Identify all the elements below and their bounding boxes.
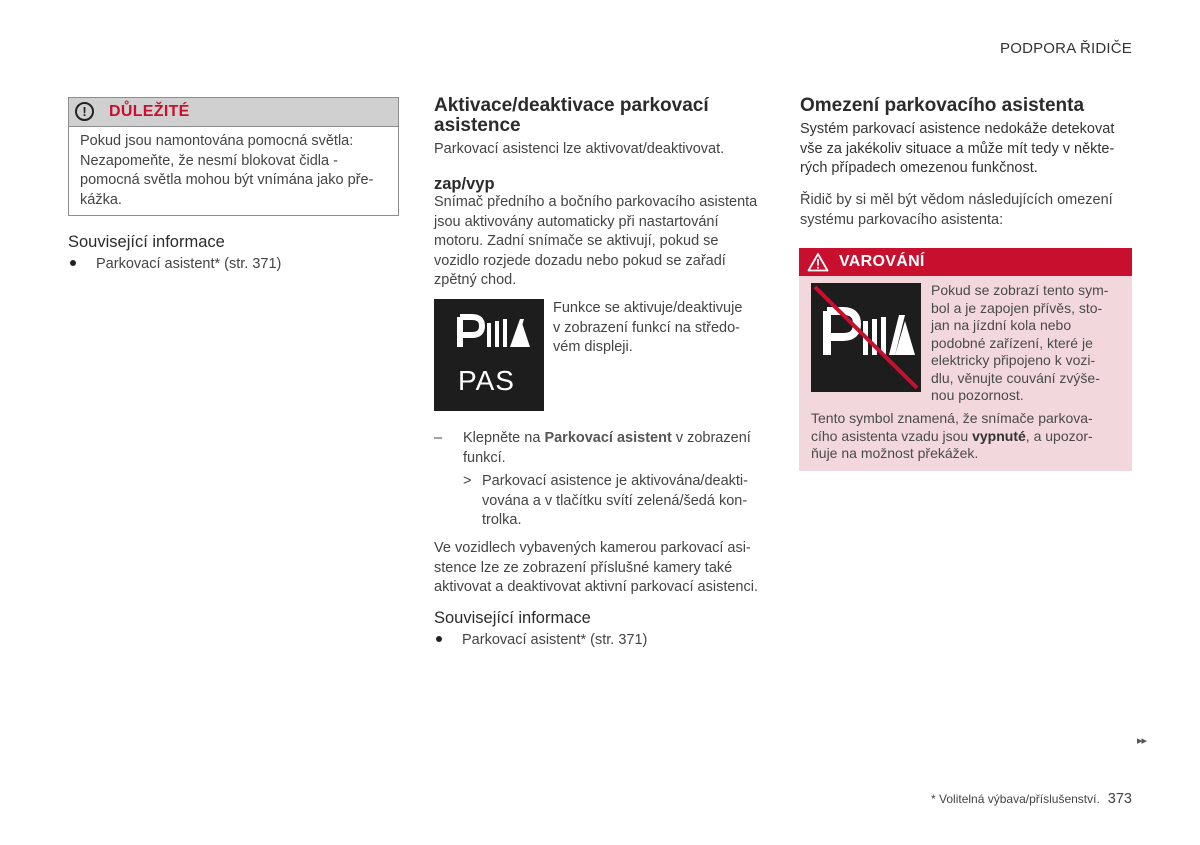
step-dash: – — [434, 430, 443, 446]
warning-header — [799, 248, 1132, 276]
icon-description-line: vém displeji. — [553, 339, 633, 355]
paragraph-line: Řidič by si měl být vědom následujících omezení — [800, 192, 1113, 208]
heading-line: asistence — [434, 115, 521, 136]
driver-awareness-paragraph — [800, 191, 1140, 230]
warning-line: Pokud se zobrazí tento sym- — [931, 282, 1109, 298]
paragraph-line: rých případech omezenou funkčnost. — [800, 160, 1038, 176]
result-marker: > — [463, 473, 472, 489]
intro-text: Parkovací asistenci lze aktivovat/deaktivovat. — [434, 141, 725, 157]
related-info-link[interactable]: Parkovací asistent* (str. 371) — [96, 256, 282, 272]
paragraph-line: vozidlo rozjede dozadu nebo pokud se zařadí — [434, 252, 726, 269]
sensors-off-emphasis: vypnuté — [972, 427, 1026, 444]
icon-description-line: Funkce se aktivuje/deaktivuje — [553, 300, 743, 316]
paragraph-line: zpětný chod. — [434, 272, 517, 288]
continue-next-page-icon: ▸▸ — [1136, 735, 1146, 747]
paragraph-line: motoru. Zadní snímače se aktivují, pokud se — [434, 233, 719, 249]
related-info-heading: Související informace — [68, 233, 225, 251]
warning-triangle-icon — [807, 252, 829, 272]
limitations-paragraph — [800, 120, 1140, 179]
step-instruction — [463, 429, 773, 468]
related-info-item[interactable] — [70, 256, 281, 272]
section-heading: Omezení parkovacího asistenta — [800, 95, 1085, 116]
section-title: PODPORA ŘIDIČE — [1000, 40, 1132, 57]
parking-assist-menu-name: Parkovací asistent — [544, 430, 672, 446]
pas-label: PAS — [458, 365, 515, 396]
paragraph-line: stence lze ze zobrazení příslušné kamery také — [434, 559, 733, 576]
related-info-heading: Související informace — [434, 609, 591, 627]
related-info-item[interactable] — [436, 632, 647, 648]
paragraph-line: systému parkovacího asistenta: — [800, 211, 1004, 228]
paragraph-line: Ve vozidlech vybavených kamerou parkovací asi- — [434, 540, 751, 556]
icon-description — [553, 299, 753, 358]
bullet-icon — [70, 260, 76, 266]
important-line: pomocná světla mohou být vnímána jako pře- — [80, 172, 374, 188]
step-text: funkcí. — [463, 449, 506, 466]
warning-line: dlu, věnujte couvání zvýše- — [931, 369, 1100, 386]
heading-line: Aktivace/deaktivace parkovací — [434, 95, 709, 116]
warning-text: cího asistenta vzadu jsou — [811, 427, 973, 444]
warning-line: podobné zařízení, které je — [931, 334, 1093, 351]
warning-icon-text — [931, 282, 1131, 405]
important-header — [69, 98, 398, 127]
result-line: Parkovací asistence je aktivována/deakti- — [482, 473, 748, 489]
icon-description-line: v zobrazení funkcí na středo- — [553, 319, 740, 336]
important-line: Nezapomeňte, že nesmí blokovat čidla - — [80, 152, 338, 169]
related-info-link[interactable]: Parkovací asistent* (str. 371) — [462, 632, 648, 648]
parking-assist-button-icon — [434, 299, 544, 411]
camera-paragraph — [434, 539, 779, 598]
important-line: Pokud jsou namontována pomocná světla: — [80, 133, 354, 149]
footnote-text: * Volitelná výbava/příslušenství. — [931, 792, 1100, 806]
warning-line: ňuje na možnost překážek. — [811, 445, 979, 461]
warning-line: elektricky připojeno k vozi- — [931, 352, 1096, 368]
subheading: zap/vyp — [434, 175, 495, 193]
parking-assist-off-icon — [811, 283, 921, 392]
important-notice — [68, 97, 399, 216]
paragraph-line: Systém parkovací asistence nedokáže detekovat — [800, 121, 1115, 137]
paragraph-line: jsou aktivovány automaticky při nastartování — [434, 213, 719, 230]
result-line: vována a v tlačítku svítí zelená/šedá kon- — [482, 492, 748, 509]
step-text: v zobrazení — [671, 430, 751, 446]
warning-line: jan na jízdní kola nebo — [931, 317, 1072, 333]
warning-line: Tento symbol znamená, že snímače parkova- — [811, 410, 1093, 426]
warning-symbol-text — [811, 410, 1126, 463]
paragraph-line: aktivovat a deaktivovat aktivní parkovací asistenci. — [434, 579, 758, 595]
important-title: DŮLEŽITÉ — [109, 103, 190, 120]
parking-sensor-off-icon — [811, 283, 921, 392]
page-footer — [931, 791, 1132, 807]
warning-line: nou pozornost. — [931, 387, 1024, 403]
activation-paragraph — [434, 193, 774, 291]
step-result — [482, 472, 782, 531]
important-line: kážka. — [80, 191, 122, 208]
paragraph-line: vše za jakékoliv situace a může mít tedy v někte- — [800, 140, 1115, 157]
section-heading — [434, 96, 764, 136]
warning-title: VAROVÁNÍ — [839, 253, 925, 270]
page-number: 373 — [1107, 791, 1132, 807]
bullet-icon — [436, 636, 442, 642]
warning-line: bol a je zapojen přívěs, sto- — [931, 299, 1103, 316]
important-text — [69, 127, 398, 210]
result-line: trolka. — [482, 512, 522, 528]
step-text: Klepněte na — [463, 430, 545, 446]
warning-text: , a upozor- — [1025, 427, 1093, 444]
paragraph-line: Snímač předního a bočního parkovacího asistenta — [434, 194, 758, 210]
exclamation-circle-icon: ! — [75, 102, 94, 121]
